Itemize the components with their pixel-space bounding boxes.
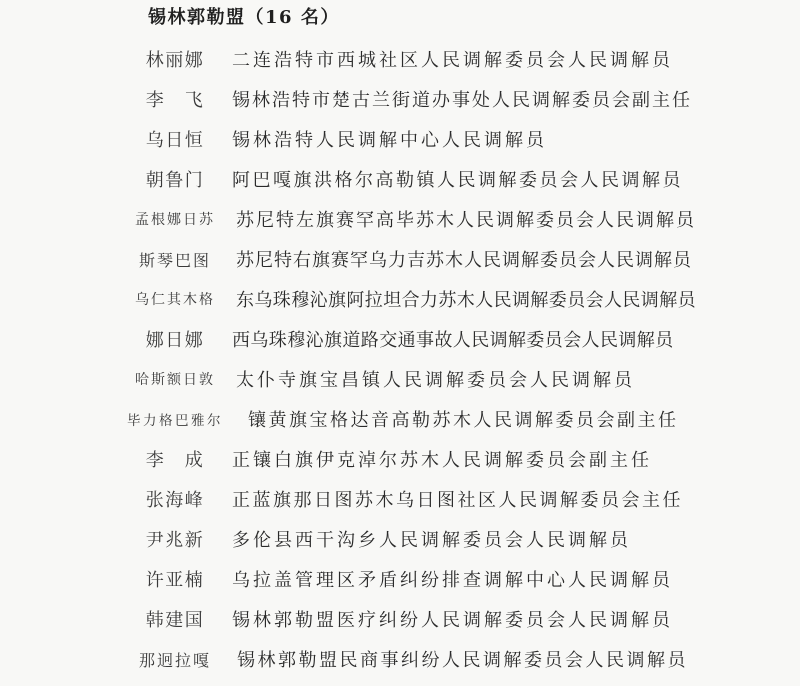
entry-row (127, 479, 797, 519)
entry-name: 许亚楠 (145, 570, 205, 591)
entry-row (127, 39, 797, 79)
entry-position: 苏尼特左旗赛罕高毕苏木人民调解委员会人民调解员 (236, 210, 696, 231)
entry-position: 太仆寺旗宝昌镇人民调解委员会人民调解员 (236, 370, 635, 391)
entry-row (127, 119, 797, 159)
entry-position: 正镶白旗伊克淖尔苏木人民调解委员会副主任 (232, 450, 652, 471)
entry-position: 正蓝旗那日图苏木乌日图社区人民调解委员会主任 (232, 490, 683, 511)
entry-position: 锡林郭勒盟医疗纠纷人民调解委员会人民调解员 (232, 610, 673, 631)
entry-row (127, 559, 797, 599)
entry-row (127, 519, 797, 559)
entry-name: 李 成 (145, 450, 205, 471)
entry-name: 娜日娜 (145, 330, 205, 351)
entry-name: 乌日恒 (145, 130, 205, 151)
entry-name: 朝鲁门 (145, 170, 205, 191)
entry-name: 毕力格巴雅尔 (127, 413, 223, 429)
entry-row (127, 439, 797, 479)
entry-position: 镶黄旗宝格达音高勒苏木人民调解委员会副主任 (248, 410, 679, 431)
entry-name: 李 飞 (145, 90, 205, 111)
entry-name: 哈斯额日敦 (135, 372, 215, 388)
entry-name: 那迥拉嘎 (138, 650, 211, 670)
entry-position: 苏尼特右旗赛罕乌力吉苏木人民调解委员会人民调解员 (236, 250, 692, 271)
entry-position: 东乌珠穆沁旗阿拉坦合力苏木人民调解委员会人民调解员 (236, 290, 696, 311)
entry-position: 锡林浩特市楚古兰街道办事处人民调解委员会副主任 (232, 90, 692, 111)
entry-list (127, 39, 797, 679)
entry-row (127, 319, 797, 359)
entry-row (127, 639, 797, 679)
entry-row (127, 359, 797, 399)
entry-name: 斯琴巴图 (138, 250, 211, 270)
entry-position: 乌拉盖管理区矛盾纠纷排查调解中心人民调解员 (232, 570, 673, 591)
entry-position: 锡林浩特人民调解中心人民调解员 (232, 130, 547, 151)
entry-row (127, 279, 797, 319)
entry-name: 尹兆新 (145, 530, 205, 551)
section-title: 锡林郭勒盟（16 名） (148, 7, 340, 28)
entry-name: 林丽娜 (145, 50, 205, 71)
entry-position: 阿巴嘎旗洪格尔高勒镇人民调解委员会人民调解员 (232, 170, 683, 191)
entry-name: 乌仁其木格 (135, 292, 215, 308)
entry-row (127, 399, 797, 439)
entry-row (127, 159, 797, 199)
entry-position: 二连浩特市西城社区人民调解委员会人民调解员 (232, 50, 673, 71)
entry-row (127, 79, 797, 119)
entry-name: 孟根娜日苏 (135, 212, 215, 228)
entry-name: 韩建国 (145, 610, 205, 631)
entry-row (127, 199, 797, 239)
entry-position: 多伦县西干沟乡人民调解委员会人民调解员 (232, 530, 631, 551)
entry-row (127, 599, 797, 639)
entry-row (127, 239, 797, 279)
entry-position: 西乌珠穆沁旗道路交通事故人民调解委员会人民调解员 (232, 330, 674, 351)
entry-name: 张海峰 (145, 490, 205, 511)
entry-position: 锡林郭勒盟民商事纠纷人民调解委员会人民调解员 (237, 650, 688, 671)
